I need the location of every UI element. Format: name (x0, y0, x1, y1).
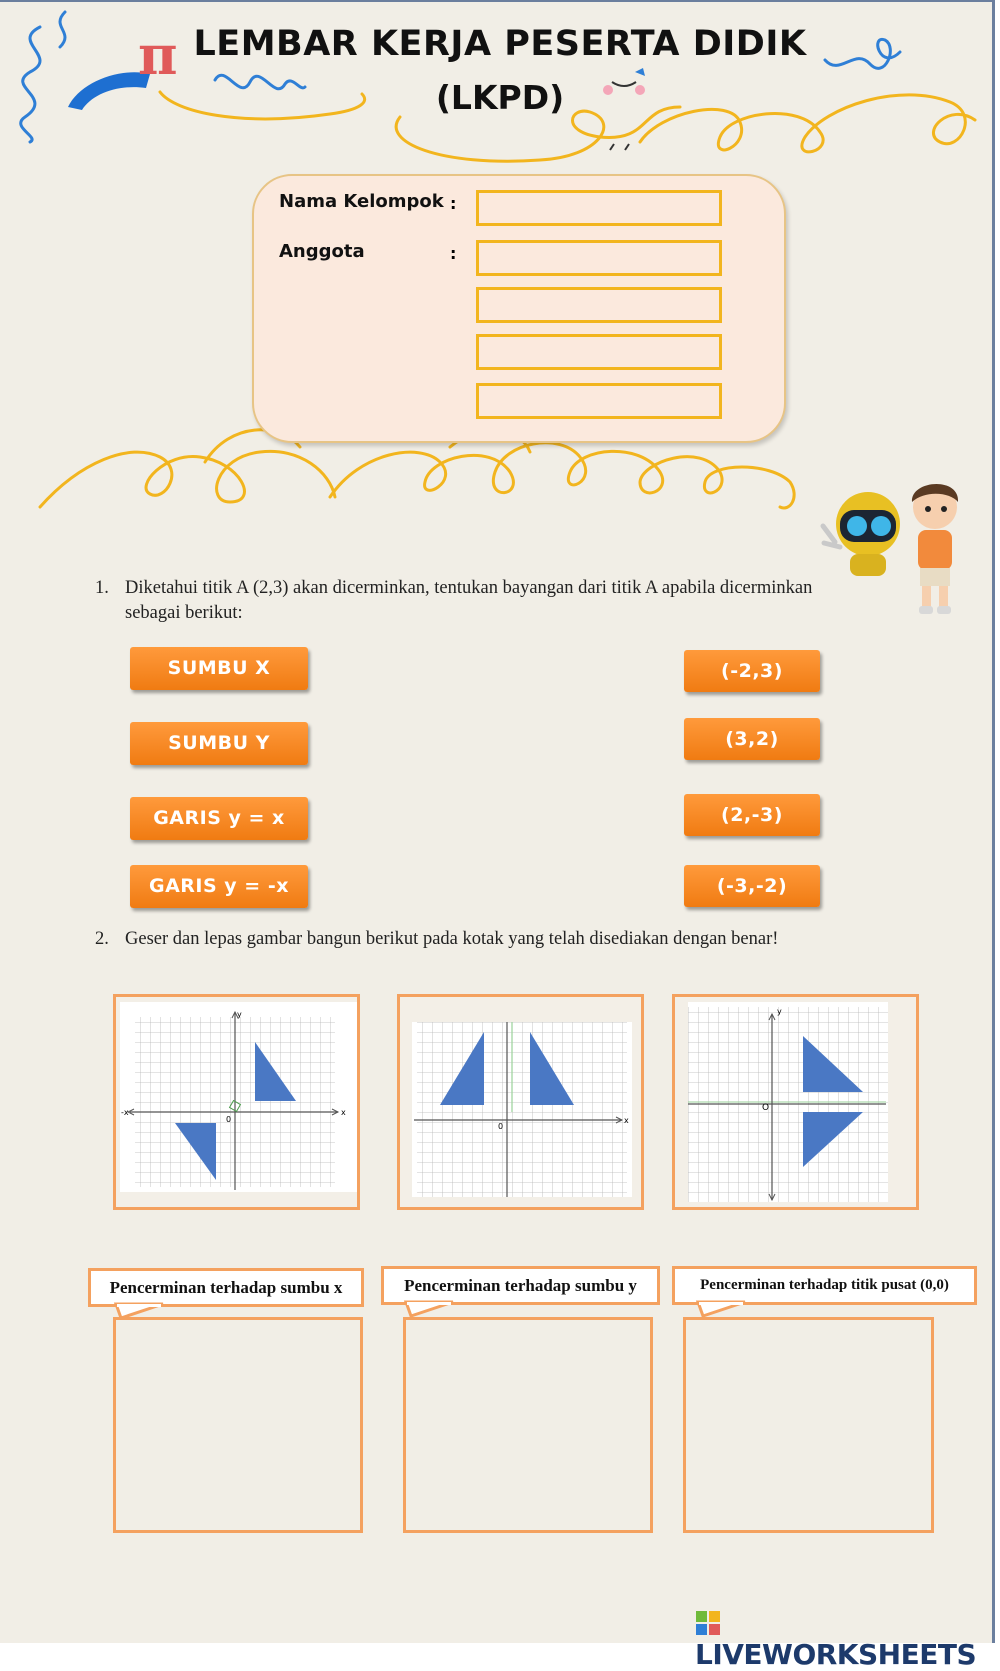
caption-sumbu-y: Pencerminan terhadap sumbu y (381, 1266, 660, 1305)
page-subtitle: (LKPD) (435, 78, 565, 117)
group-name-label: Nama Kelompok (279, 191, 444, 212)
group-name-field[interactable] (476, 190, 722, 226)
answer-neg3-neg2-button[interactable]: (-3,-2) (684, 865, 820, 907)
member-field-2[interactable] (476, 287, 722, 323)
graph-2-origin-label: 0 (498, 1122, 504, 1131)
caption-titik-pusat: Pencerminan terhadap titik pusat (0,0) (672, 1266, 977, 1305)
graph-1-y-label: y (237, 1010, 242, 1019)
option-garis-y-neg-x-button[interactable]: GARIS y = -x (130, 865, 308, 908)
drop-target-sumbu-x[interactable] (113, 1317, 363, 1533)
question-2 (95, 927, 895, 953)
draggable-graph-3[interactable] (672, 994, 919, 1210)
question-1-number: 1. (95, 578, 109, 598)
drop-target-sumbu-y[interactable] (403, 1317, 653, 1533)
answer-3-2-button[interactable]: (3,2) (684, 718, 820, 760)
graph-1-neg-x-label: -x (121, 1108, 129, 1117)
graph-3-y-label: y (777, 1007, 782, 1016)
member-field-3[interactable] (476, 334, 722, 370)
pi-icon: π (138, 23, 178, 87)
member-field-1[interactable] (476, 240, 722, 276)
graph-2-drawing (412, 1022, 632, 1197)
graph-2-x-label: x (624, 1116, 629, 1125)
question-1-text-line1: Diketahui titik A (2,3) akan dicerminkan, tentukan bayangan dari titik A apabila dicerminkan (125, 578, 813, 598)
answer-2-neg3-button[interactable]: (2,-3) (684, 794, 820, 836)
answer-neg2-3-button[interactable]: (-2,3) (684, 650, 820, 692)
question-2-number: 2. (95, 929, 109, 949)
question-1-text-line2: sebagai berikut: (125, 603, 243, 623)
liveworksheets-text: LIVEWORKSHEETS (695, 1638, 977, 1671)
option-sumbu-y-button[interactable]: SUMBU Y (130, 722, 308, 765)
question-2-text: Geser dan lepas gambar bangun berikut pada kotak yang telah disediakan dengan benar! (125, 929, 779, 949)
liveworksheets-logo-icon (695, 1610, 721, 1636)
identity-form (252, 174, 786, 443)
draggable-graph-2[interactable] (397, 994, 644, 1210)
member-field-4[interactable] (476, 383, 722, 419)
question-1 (95, 576, 895, 628)
graph-1-drawing (120, 1002, 357, 1192)
drop-target-titik-pusat[interactable] (683, 1317, 934, 1533)
option-garis-y-x-button[interactable]: GARIS y = x (130, 797, 308, 840)
graph-3-origin-label: O (762, 1103, 770, 1113)
group-name-colon: : (450, 194, 457, 213)
members-label: Anggota (279, 241, 365, 262)
draggable-graph-1[interactable] (113, 994, 360, 1210)
option-sumbu-x-button[interactable]: SUMBU X (130, 647, 308, 690)
graph-3-drawing (688, 1002, 888, 1202)
liveworksheets-brand (695, 1605, 992, 1671)
caption-sumbu-x: Pencerminan terhadap sumbu x (88, 1268, 364, 1307)
page-title: LEMBAR KERJA PESERTA DIDIK (193, 24, 807, 64)
graph-1-origin-label: 0 (226, 1115, 232, 1124)
members-colon: : (450, 244, 457, 263)
graph-1-x-label: x (341, 1108, 346, 1117)
